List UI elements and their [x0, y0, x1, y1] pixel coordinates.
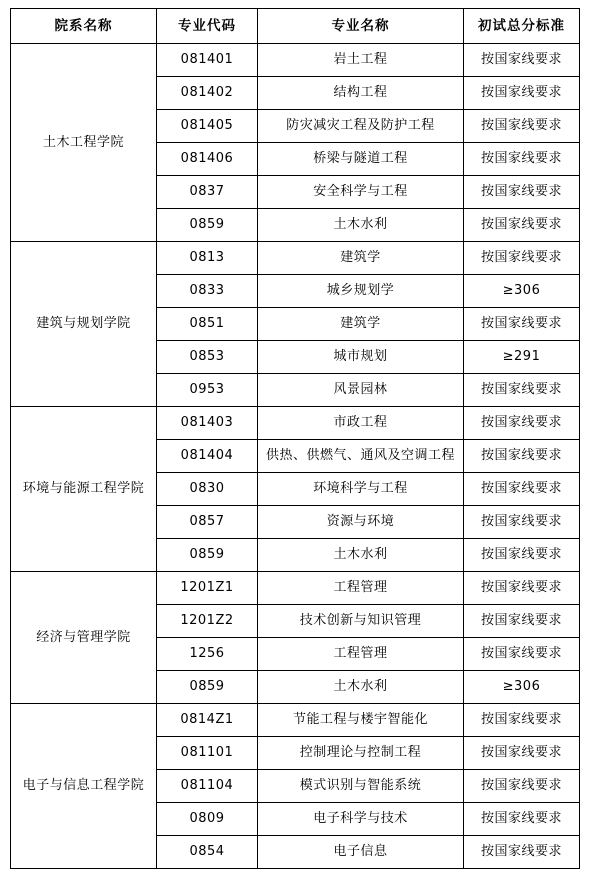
cell-total-score: 按国家线要求	[464, 473, 580, 506]
cell-major-code: 0859	[157, 209, 258, 242]
document-page	[0, 8, 603, 860]
cell-major-code: 0814Z1	[157, 704, 258, 737]
cell-total-score: ≥306	[464, 671, 580, 704]
cell-major-code: 081402	[157, 77, 258, 110]
cell-major-name: 环境科学与工程	[258, 473, 464, 506]
cell-total-score: 按国家线要求	[464, 407, 580, 440]
cell-department: 土木工程学院	[11, 44, 157, 242]
cell-total-score: 按国家线要求	[464, 770, 580, 803]
table-row	[11, 242, 580, 275]
cell-total-score: ≥291	[464, 341, 580, 374]
cell-major-name: 结构工程	[258, 77, 464, 110]
cell-department: 电子与信息工程学院	[11, 704, 157, 869]
cell-major-name: 技术创新与知识管理	[258, 605, 464, 638]
cell-major-name: 供热、供燃气、通风及空调工程	[258, 440, 464, 473]
cell-total-score: 按国家线要求	[464, 737, 580, 770]
cell-total-score: 按国家线要求	[464, 209, 580, 242]
cell-major-name: 桥梁与隧道工程	[258, 143, 464, 176]
cell-major-name: 土木水利	[258, 671, 464, 704]
cell-major-code: 1256	[157, 638, 258, 671]
cell-department: 环境与能源工程学院	[11, 407, 157, 572]
column-header-major-code: 专业代码	[157, 9, 258, 44]
cell-total-score: 按国家线要求	[464, 440, 580, 473]
cell-total-score: 按国家线要求	[464, 506, 580, 539]
cell-major-name: 工程管理	[258, 638, 464, 671]
cell-major-name: 控制理论与控制工程	[258, 737, 464, 770]
cell-total-score: 按国家线要求	[464, 110, 580, 143]
table-row	[11, 44, 580, 77]
cell-total-score: 按国家线要求	[464, 836, 580, 869]
cell-major-name: 建筑学	[258, 242, 464, 275]
cell-major-code: 0837	[157, 176, 258, 209]
table-row	[11, 572, 580, 605]
column-header-major-name: 专业名称	[258, 9, 464, 44]
cell-major-name: 岩土工程	[258, 44, 464, 77]
cell-major-code: 081403	[157, 407, 258, 440]
cell-major-name: 电子信息	[258, 836, 464, 869]
cell-total-score: 按国家线要求	[464, 242, 580, 275]
cell-major-name: 市政工程	[258, 407, 464, 440]
cell-major-name: 节能工程与楼宇智能化	[258, 704, 464, 737]
cell-total-score: 按国家线要求	[464, 605, 580, 638]
cell-total-score: 按国家线要求	[464, 176, 580, 209]
cell-major-code: 0833	[157, 275, 258, 308]
admission-score-table	[10, 8, 580, 869]
cell-department: 建筑与规划学院	[11, 242, 157, 407]
cell-major-name: 工程管理	[258, 572, 464, 605]
cell-major-code: 0830	[157, 473, 258, 506]
cell-major-code: 081406	[157, 143, 258, 176]
cell-major-name: 土木水利	[258, 539, 464, 572]
table-header-row	[11, 9, 580, 44]
cell-department: 经济与管理学院	[11, 572, 157, 704]
cell-major-code: 081401	[157, 44, 258, 77]
cell-major-name: 建筑学	[258, 308, 464, 341]
cell-major-code: 0857	[157, 506, 258, 539]
cell-major-name: 模式识别与智能系统	[258, 770, 464, 803]
cell-major-code: 081405	[157, 110, 258, 143]
cell-major-name: 电子科学与技术	[258, 803, 464, 836]
cell-major-code: 0953	[157, 374, 258, 407]
cell-total-score: 按国家线要求	[464, 77, 580, 110]
cell-total-score: 按国家线要求	[464, 539, 580, 572]
cell-total-score: 按国家线要求	[464, 308, 580, 341]
cell-major-code: 081101	[157, 737, 258, 770]
column-header-department: 院系名称	[11, 9, 157, 44]
cell-total-score: 按国家线要求	[464, 803, 580, 836]
table-header	[11, 9, 580, 44]
cell-total-score: 按国家线要求	[464, 638, 580, 671]
cell-total-score: 按国家线要求	[464, 374, 580, 407]
cell-major-name: 土木水利	[258, 209, 464, 242]
cell-total-score: 按国家线要求	[464, 143, 580, 176]
cell-total-score: 按国家线要求	[464, 704, 580, 737]
cell-major-code: 0853	[157, 341, 258, 374]
cell-major-name: 风景园林	[258, 374, 464, 407]
cell-major-name: 资源与环境	[258, 506, 464, 539]
cell-major-code: 0859	[157, 539, 258, 572]
cell-major-code: 1201Z1	[157, 572, 258, 605]
cell-major-code: 1201Z2	[157, 605, 258, 638]
cell-major-name: 安全科学与工程	[258, 176, 464, 209]
cell-major-name: 城乡规划学	[258, 275, 464, 308]
cell-total-score: 按国家线要求	[464, 572, 580, 605]
table-row	[11, 407, 580, 440]
cell-major-code: 0854	[157, 836, 258, 869]
cell-major-name: 防灾减灾工程及防护工程	[258, 110, 464, 143]
column-header-total-score: 初试总分标准	[464, 9, 580, 44]
cell-total-score: ≥306	[464, 275, 580, 308]
cell-major-code: 0813	[157, 242, 258, 275]
cell-total-score: 按国家线要求	[464, 44, 580, 77]
table-row	[11, 704, 580, 737]
table-body	[11, 44, 580, 869]
cell-major-code: 0809	[157, 803, 258, 836]
cell-major-code: 081104	[157, 770, 258, 803]
cell-major-code: 0851	[157, 308, 258, 341]
cell-major-code: 0859	[157, 671, 258, 704]
cell-major-code: 081404	[157, 440, 258, 473]
cell-major-name: 城市规划	[258, 341, 464, 374]
